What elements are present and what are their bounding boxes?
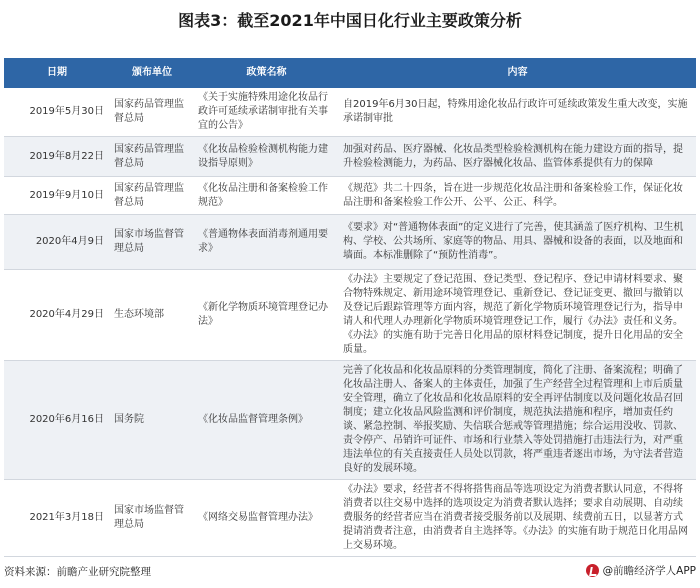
source-note: 资料来源：前瞻产业研究院整理 xyxy=(4,566,151,578)
cell-content: 完善了化妆品和化妆品原料的分类管理制度，简化了注册、备案流程；明确了化妆品注册人、备案人的主体责任，加强了生产经营全过程管理和上市后质量安全管理，确立了化妆品和化妆品原料的安全再评估制度以及问题化妆品召回制度；建立化妆品风险监测和评价制度，规范执法措施和程序，增加责任约谈、紧急控制、举报奖励、失信联合惩戒等管理措施；综合运用没收、罚款、责令停产、吊销许可证件、市场和行业禁入等处罚措施打击违法行为，对严重违法单位的有关直接责任人员处以罚款，将严重违者逐出市场，为守法者营造良好的发展环境。 xyxy=(339,361,696,480)
cell-unit: 国家药品管理监督总局 xyxy=(110,137,194,177)
table-row xyxy=(4,361,696,480)
cell-content: 自2019年6月30日起，特殊用途化妆品行政许可延续政策发生重大改变，实施承诺制审批 xyxy=(339,88,696,137)
cell-unit: 国家市场监督管理总局 xyxy=(110,215,194,270)
cell-content: 加强对药品、医疗器械、化妆品类型检验检测机构在能力建设方面的指导，提升检验检测能力，为药品、医疗器械化妆品、监管体系提供有力的保障 xyxy=(339,137,696,177)
header-content: 内容 xyxy=(339,58,696,88)
brand-label: @前瞻经济学人APP xyxy=(602,565,696,577)
cell-policy: 《普通物体表面消毒剂通用要求》 xyxy=(194,215,339,270)
cell-policy: 《化妆品注册和备案检验工作规范》 xyxy=(194,177,339,215)
cell-content: 《办法》要求，经营者不得将搭售商品等选项设定为消费者默认同意，不得将消费者以往交易中选择的选项设定为消费者默认选择；要求自动展期、自动续费服务的经营者应当在消费者接受服务前以及展期、续费前五日，以显著方式提请消费者注意，由消费者自主选择等。《办法》的实施有助于规范日化用品网上交易环境。 xyxy=(339,480,696,557)
figure-footer xyxy=(0,561,700,583)
table-row xyxy=(4,177,696,215)
cell-date: 2020年6月16日 xyxy=(4,361,110,480)
cell-policy: 《化妆品监督管理条例》 xyxy=(194,361,339,480)
cell-content: 《要求》对“普通物体表面”的定义进行了完善，使其涵盖了医疗机构、卫生机构、学校、公共场所、家庭等的物品、用具、器械和设备的表面，以及地面和墙面。本标准删除了“预防性消毒”。 xyxy=(339,215,696,270)
cell-policy: 《新化学物质环境管理登记办法》 xyxy=(194,270,339,361)
cell-date: 2019年9月10日 xyxy=(4,177,110,215)
header-policy: 政策名称 xyxy=(194,58,339,88)
cell-unit: 国务院 xyxy=(110,361,194,480)
cell-date: 2020年4月29日 xyxy=(4,270,110,361)
table-header-row xyxy=(4,58,696,88)
table-row xyxy=(4,215,696,270)
cell-policy: 《关于实施特殊用途化妆品行政许可延续承诺制审批有关事宜的公告》 xyxy=(194,88,339,137)
cell-date: 2019年8月22日 xyxy=(4,137,110,177)
cell-content: 《办法》主要规定了登记范围、登记类型、登记程序、登记申请材料要求、聚合物特殊规定、新用途环境管理登记、重新登记、登记证变更、撤回与撤销以及登记后跟踪管理等方面内容，规范了新化学物质环境管理登记行为，指导申请人和代理人办理新化学物质环境管理登记工作，履行《办法》责任和义务。《办法》的实施有助于完善日化用品的原材料登记制度，提升日化用品的安全质量。 xyxy=(339,270,696,361)
table-row xyxy=(4,270,696,361)
policy-table xyxy=(4,58,696,557)
header-unit: 颁布单位 xyxy=(110,58,194,88)
cell-policy: 《化妆品检验检测机构能力建设指导原则》 xyxy=(194,137,339,177)
table-row xyxy=(4,88,696,137)
cell-date: 2021年3月18日 xyxy=(4,480,110,557)
figure-title: 图表3：截至2021年中国日化行业主要政策分析 xyxy=(178,11,522,30)
brand-credit xyxy=(586,563,696,578)
header-date: 日期 xyxy=(4,58,110,88)
cell-unit: 国家药品管理监督总局 xyxy=(110,88,194,137)
cell-content: 《规范》共二十四条，旨在进一步规范化妆品注册和备案检验工作，保证化妆品注册和备案检验工作公开、公平、公正、科学。 xyxy=(339,177,696,215)
cell-unit: 国家市场监督管理总局 xyxy=(110,480,194,557)
table-row xyxy=(4,480,696,557)
cell-date: 2020年4月9日 xyxy=(4,215,110,270)
cell-date: 2019年5月30日 xyxy=(4,88,110,137)
cell-unit: 国家药品管理监督总局 xyxy=(110,177,194,215)
brand-logo-icon xyxy=(586,564,599,577)
cell-unit: 生态环境部 xyxy=(110,270,194,361)
table-row xyxy=(4,137,696,177)
cell-policy: 《网络交易监督管理办法》 xyxy=(194,480,339,557)
